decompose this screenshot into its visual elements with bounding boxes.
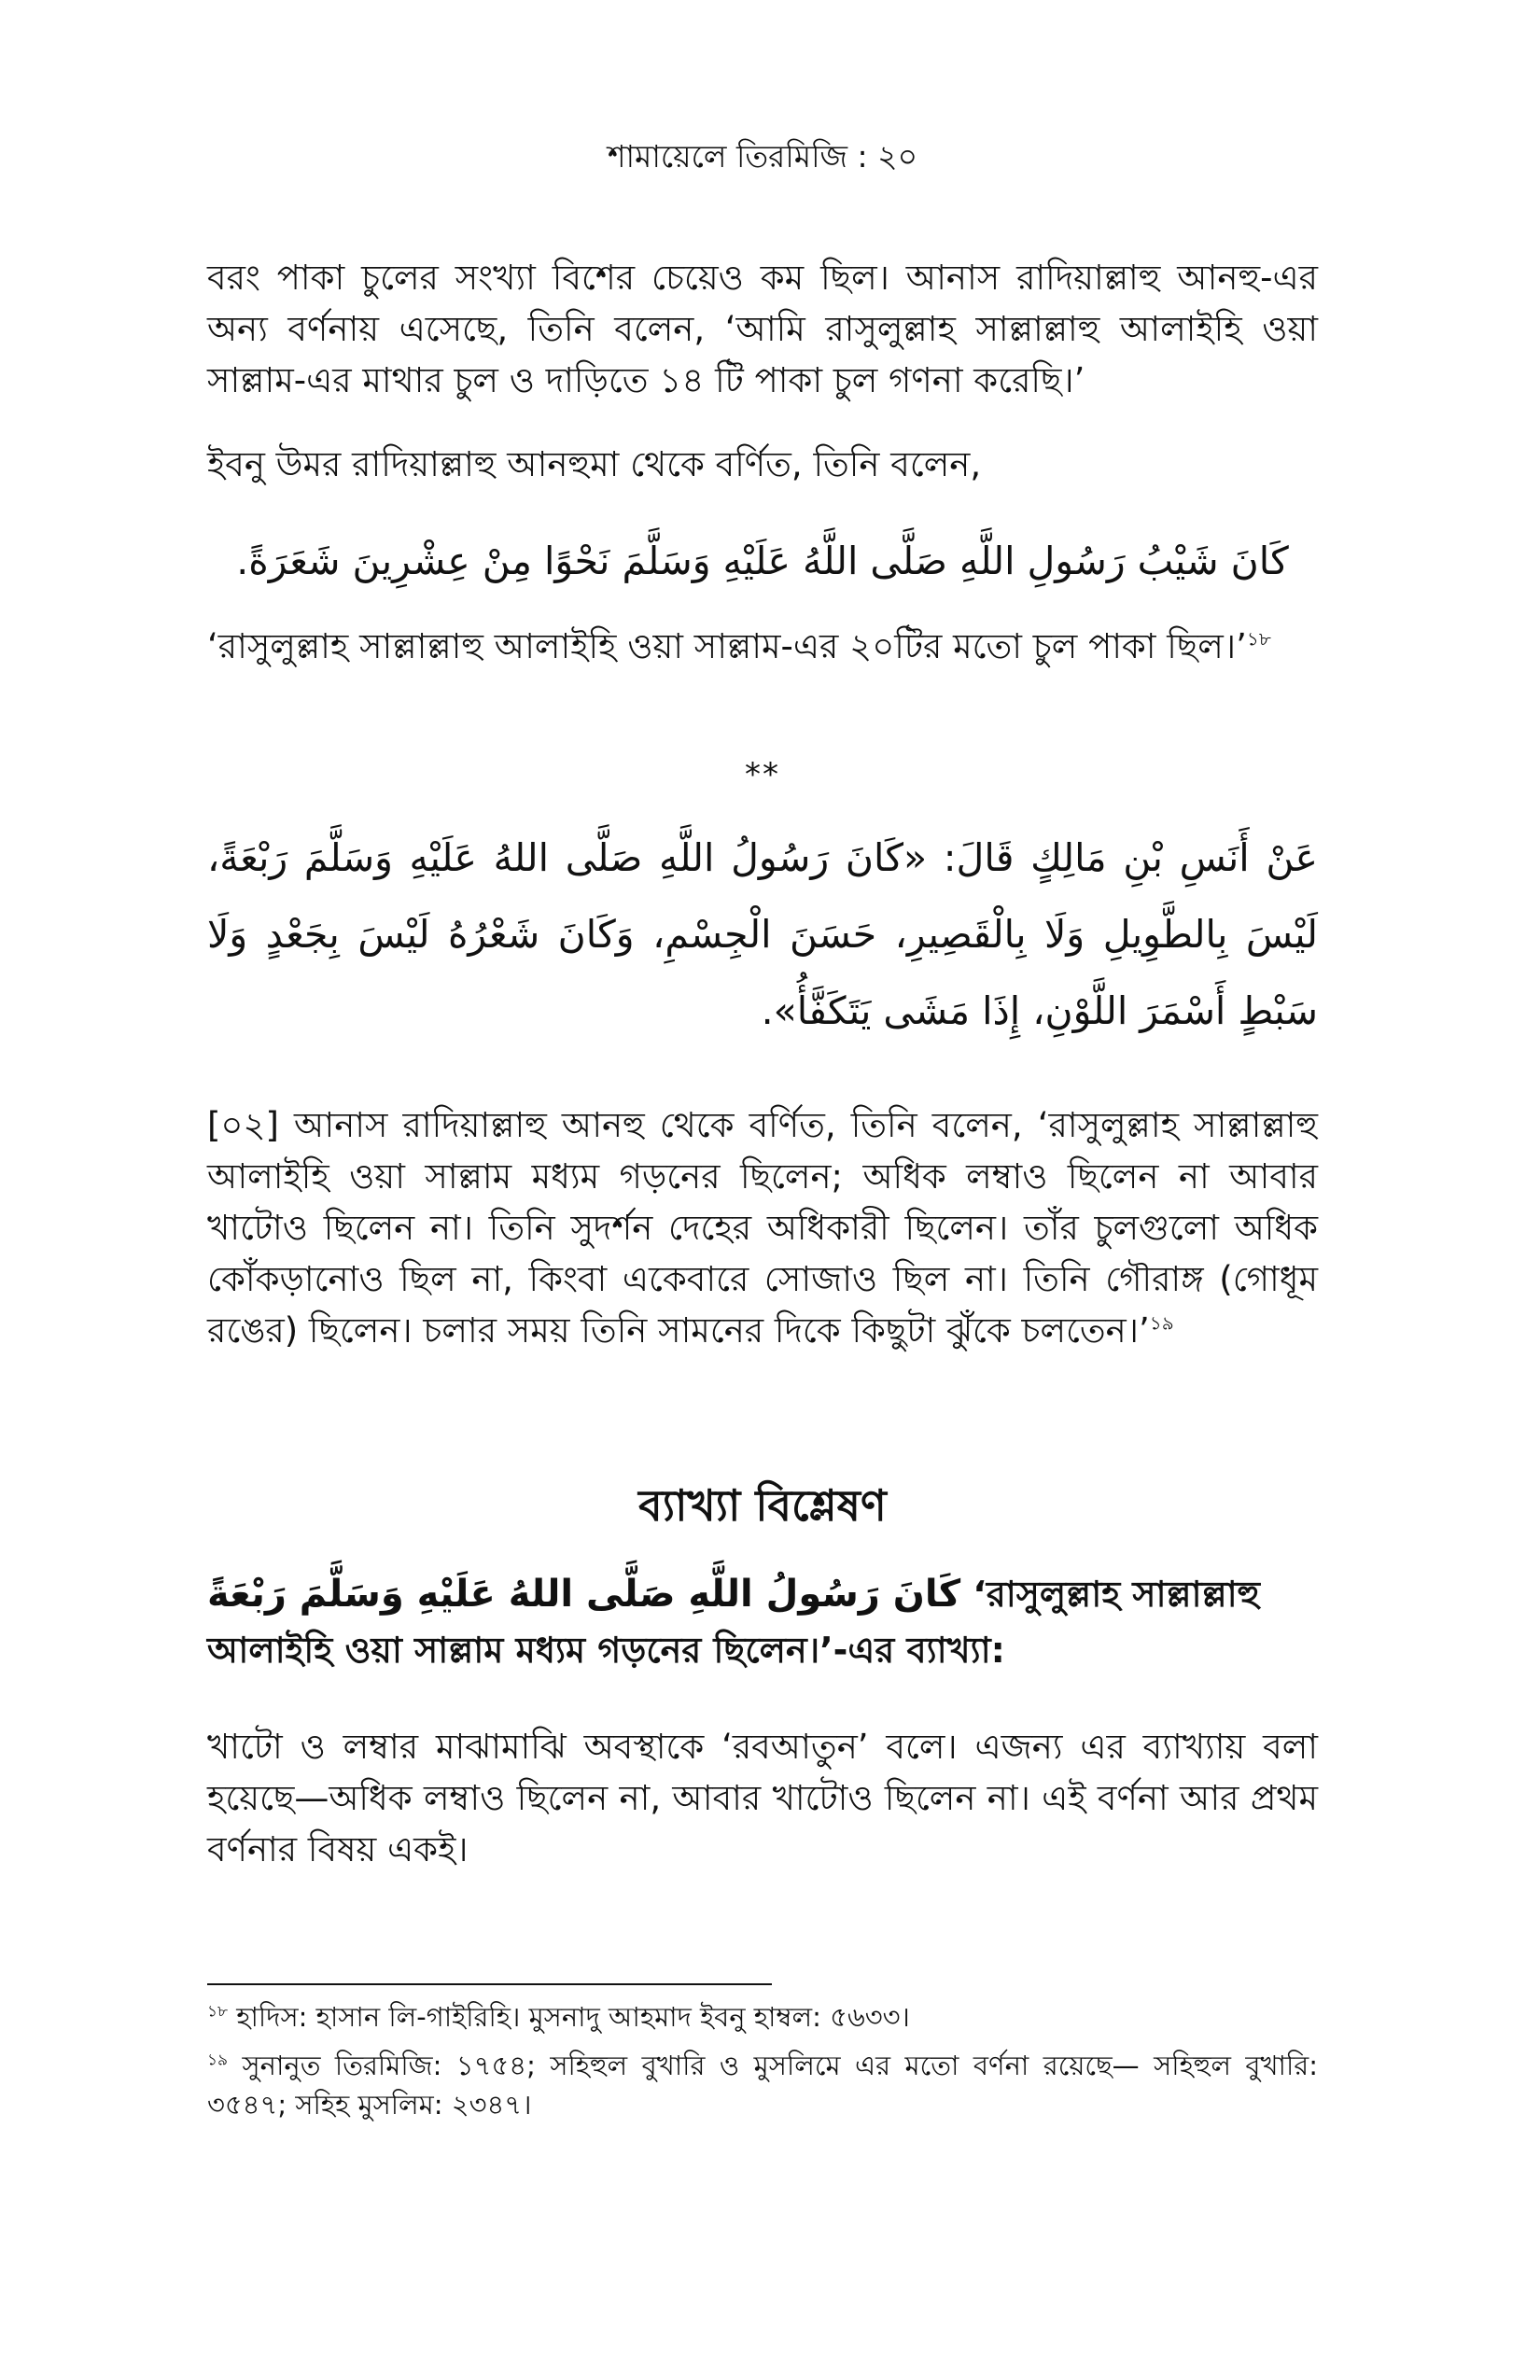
translation-text: ‘রাসুলুল্লাহ সাল্লাল্লাহু আলাইহি ওয়া সাল্লাম-এর ২০টির মতো চুল পাকা ছিল।’: [207, 626, 1247, 666]
section-heading: ব্যাখ্যা বিশ্লেষণ: [638, 1480, 887, 1531]
paragraph-translation-1: [207, 621, 1318, 672]
subheading-arabic: كَانَ رَسُولُ اللَّهِ صَلَّى اللهُ عَلَيْهِ وَسَلَّمَ رَبْعَةً: [207, 1573, 961, 1616]
paragraph-ibn-umar-intro: [207, 439, 1318, 490]
footnote-text: [207, 2046, 1318, 2124]
book-page: [207, 0, 1318, 2380]
footnote-19: [207, 2046, 1318, 2124]
footnote-number: ১৮: [207, 2002, 229, 2022]
footnote-divider: [207, 1983, 772, 1985]
paragraph-text: বরং পাকা চুলের সংখ্যা বিশের চেয়েও কম ছিল। আনাস রাদিয়াল্লাহু আনহু-এর অন্য বর্ণনায় এসেছে, তিনি বলেন, ‘আমি রাসুলুল্লাহ সাল্লাল্লাহু আলাইহি ওয়া সাল্লাম-এর মাথার চুল ও দাড়িতে ১৪ টি পাকা চুল গণনা করেছি।’: [207, 258, 1318, 400]
paragraph-text: ইবনু উমর রাদিয়াল্লাহু আনহুমা থেকে বর্ণিত, তিনি বলেন,: [207, 444, 982, 484]
footnote-ref-19: ১৯: [1149, 1311, 1174, 1335]
arabic-hadith-2: [207, 819, 1318, 1049]
running-header: শামায়েলে তিরমিজি : ২০: [607, 138, 918, 175]
footnote-number: ১৯: [207, 2051, 229, 2070]
footnote-body: সুনানুত তিরমিজি: ১৭৫৪; সহিহুল বুখারি ও মুসলিমে এর মতো বর্ণনা রয়েছে— সহিহুল বুখারি: ৩৫৪৭; সহিহ মুসলিম: ২৩৪৭।: [207, 2050, 1318, 2121]
arabic-text: كَانَ شَيْبُ رَسُولِ اللَّهِ صَلَّى اللَّهُ عَلَيْهِ وَسَلَّمَ نَحْوًا مِنْ عِشْرِينَ شَعَرَةً.: [236, 539, 1289, 583]
footnote-body: হাদিস: হাসান লি-গাইরিহি। মুসনাদু আহমাদ ইবনু হাম্বল: ৫৬৩৩।: [236, 2001, 910, 2033]
arabic-text: عَنْ أَنَسِ بْنِ مَالِكٍ قَالَ: «كَانَ رَسُولُ اللَّهِ صَلَّى اللهُ عَلَيْهِ وَسَلَّمَ رَبْعَةً، لَيْسَ بِالطَّوِيلِ وَلَا بِالْقَصِيرِ، حَسَنَ الْجِسْمِ، وَكَانَ شَعْرُهُ لَيْسَ بِجَعْدٍ وَلَا سَبْطٍ أَسْمَرَ اللَّوْنِ، إِذَا مَشَى يَتَكَفَّأُ».: [207, 835, 1318, 1033]
footnote-ref-18: ১৮: [1246, 627, 1271, 651]
footnote-text: [207, 1997, 1318, 2037]
paragraph-hadith-02: [207, 1099, 1318, 1356]
paragraph-hair-count: [207, 252, 1318, 406]
explanation-subheading: [207, 1566, 1318, 1678]
section-separator: **: [745, 756, 780, 793]
subheading-bangla: ‘রাসুলুল্লাহ সাল্লাল্লাহু আলাইহি ওয়া সাল্লাম মধ্যম গড়নের ছিলেন।’-এর ব্যাখ্যা:: [207, 1574, 1260, 1671]
arabic-hadith-1: [207, 523, 1318, 599]
explanation-body: [207, 1721, 1318, 1875]
paragraph-text: [207, 621, 1318, 672]
paragraph-text: খাটো ও লম্বার মাঝামাঝি অবস্থাকে ‘রবআতুন’ বলে। এজন্য এর ব্যাখ্যায় বলা হয়েছে—অধিক লম্বাও ছিলেন না, আবার খাটোও ছিলেন না। এই বর্ণনা আর প্রথম বর্ণনার বিষয় একই।: [207, 1727, 1318, 1869]
hadith-translation: [০২] আনাস রাদিয়াল্লাহু আনহু থেকে বর্ণিত, তিনি বলেন, ‘রাসুলুল্লাহ সাল্লাল্লাহু আলাইহি ওয়া সাল্লাম মধ্যম গড়নের ছিলেন; অধিক লম্বাও ছিলেন না আবার খাটোও ছিলেন না। তিনি সুদর্শন দেহের অধিকারী ছিলেন। তাঁর চুলগুলো অধিক কোঁকড়ানোও ছিল না, কিংবা একেবারে সোজাও ছিল না। তিনি গৌরাঙ্গ (গোধূম রঙের) ছিলেন। চলার সময় তিনি সামনের দিকে কিছুটা ঝুঁকে চলতেন।’: [207, 1105, 1318, 1351]
footnote-18: [207, 1997, 1318, 2037]
paragraph-text: [207, 1099, 1318, 1356]
subheading-text: [207, 1566, 1318, 1678]
